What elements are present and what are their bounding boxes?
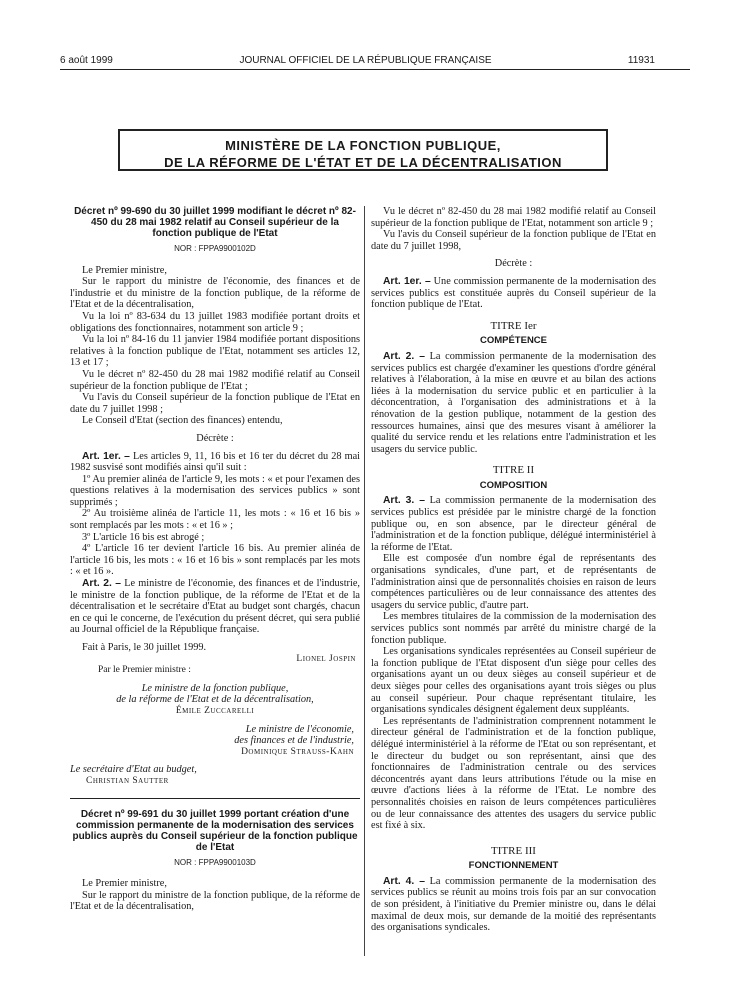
paragraph: Vu le décret nº 82-450 du 28 mai 1982 modifié relatif au Conseil supérieur de la fonction publique de l'Etat, notamment son article 9 ; xyxy=(371,206,656,229)
minister-eco-title-2: des finances et de l'industrie, xyxy=(234,735,354,747)
article-label: Art. 4. – xyxy=(383,875,425,887)
list-item: 1º Au premier alinéa de l'article 9, les mots : « et pour l'examen des questions relatives à la modernisation des services publics » sont supprimés ; xyxy=(70,473,360,508)
list-item: 4º L'article 16 ter devient l'article 16 bis. Au premier alinéa de l'article 16 bis, les mots : « 16 et 16 bis » sont remplacés par les mots : « et 16 ». xyxy=(70,543,360,578)
titre-3-subtitle: FONCTIONNEMENT xyxy=(468,860,559,872)
secretary-title: Le secrétaire d'Etat au budget, xyxy=(70,764,197,776)
ministry-line-2: DE LA RÉFORME DE L'ÉTAT ET DE LA DÉCENTRALISATION xyxy=(164,155,562,170)
left-column xyxy=(70,206,360,913)
titre-2: TITRE II xyxy=(492,464,535,477)
article-label: Art. 2. – xyxy=(82,578,122,590)
ministry-line-1: MINISTÈRE DE LA FONCTION PUBLIQUE, xyxy=(225,138,501,153)
decree-2-nor: NOR : FPPA9900103D xyxy=(174,857,256,867)
decree-1-nor: NOR : FPPA9900102D xyxy=(174,244,256,253)
header-date: 6 août 1999 xyxy=(60,55,113,66)
titre-3: TITRE III xyxy=(491,844,536,857)
decrete-label: Décrète : xyxy=(494,258,533,270)
par-le-premier-ministre: Par le Premier ministre : xyxy=(98,665,191,676)
paragraph: Les représentants de l'administration comprennent notamment le directeur général de l'administration et de la fonction publique, délégué interministériel à la réforme de l'Etat ou son représentant, et le directeur du budget ou son représentant, ainsi que des fonctionnaires de l'administration centrale ou des services déconcentrés ayant dans leurs attributions l'étude ou la mise en œuvre d'actions liées à la réforme de l'Etat. Le nombre des personnalités choisies en raison de leurs compétences particulières ou de leur connaissance des attentes des usagers du service public est fixé à six. xyxy=(371,715,656,832)
paragraph: Le Premier ministre, xyxy=(82,264,167,276)
minister-fp-title-1: Le ministre de la fonction publique, xyxy=(141,682,289,694)
paragraph: Vu le décret nº 82-450 du 28 mai 1982 modifié relatif au Conseil supérieur de la fonction publique de l'Etat ; xyxy=(70,368,360,392)
article-2: Art. 2. – Le ministre de l'économie, des finances et de l'industrie, le ministre de la fonction publique, de la réforme de l'Etat et de la décentralisation et le secrétaire d'Etat au budget sont chargés, chacun en ce qui le concerne, de l'exécution du présent décret, qui sera publié au Journal officiel de la République française. xyxy=(70,578,360,636)
signature-prime-minister: Lionel Jospin xyxy=(296,653,356,664)
minister-eco-title-1: Le ministre de l'économie, xyxy=(245,723,354,735)
paragraph: Vu l'avis du Conseil supérieur de la fonction publique de l'Etat en date du 7 juillet 1998, xyxy=(371,229,656,252)
paragraph: Elle est composée d'un nombre égal de représentants des organisations syndicales, d'une part, et de représentants de l'administration ainsi que de personnalités choisies en raison de leurs compétences particulières ou de leur connaissance des attentes des usagers du service public, d'autre part. xyxy=(371,553,656,611)
decree-1-title: Décret nº 99-690 du 30 juillet 1999 modifiant le décret nº 82-450 du 28 mai 1982 relatif au Conseil supérieur de la fonction publique de l'Etat xyxy=(74,206,356,239)
titre-2-subtitle: COMPOSITION xyxy=(479,479,548,491)
right-column xyxy=(371,206,656,934)
signature-strauss-kahn: Dominique Strauss-Kahn xyxy=(241,746,354,757)
paragraph: Vu l'avis du Conseil supérieur de la fonction publique de l'Etat en date du 7 juillet 1998 ; xyxy=(70,392,360,415)
article-1: Art. 1er. – Une commission permanente de la modernisation des services publics est constituée auprès du Conseil supérieur de la fonction publique de l'Etat. xyxy=(371,275,657,311)
paragraph: Les membres titulaires de la commission de la modernisation des services publics sont nommés par arrêté du ministre chargé de la fonction publique. xyxy=(371,611,656,646)
titre-1: TITRE Ier xyxy=(490,319,537,332)
ministry-box xyxy=(118,129,608,171)
column-divider xyxy=(364,206,365,956)
paragraph: Vu la loi nº 84-16 du 11 janvier 1984 modifiée portant dispositions relatives à la fonction publique de l'Etat, notamment ses articles 12, 13 et 17 ; xyxy=(70,334,360,369)
paragraph: Sur le rapport du ministre de la fonction publique, de la réforme de l'Etat et de la décentralisation, xyxy=(70,889,360,913)
titre-1-subtitle: COMPÉTENCE xyxy=(479,335,548,347)
list-item: 3º L'article 16 bis est abrogé ; xyxy=(82,531,205,543)
header-page-number: 11931 xyxy=(627,55,655,66)
paragraph: Le Conseil d'Etat (section des finances) entendu, xyxy=(82,415,283,427)
article-label: Art. 1er. – xyxy=(82,450,130,462)
signature-zuccarelli: Émile Zuccarelli xyxy=(175,705,255,716)
paragraph: Sur le rapport du ministre de l'économie, des finances et de l'industrie et du ministre de la fonction publique, de la réforme de l'Etat et de la décentralisation, xyxy=(70,276,360,311)
minister-fp-title-2: de la réforme de l'Etat et de la décentralisation, xyxy=(116,694,314,706)
article-2: Art. 2. – La commission permanente de la modernisation des services publics est chargée d'examiner les questions d'ordre général relatives à l'élaboration, à la mise en œuvre et au bilan des actions liées à la modernisation du service public et en particulier à la déconcentration, à l'organisation des administrations et à la rénovation de la gestion publique, notamment de la gestion des ressources humaines, ainsi que des mesures visant à améliorer la qualité du service rendu et les relations entre l'administration et les usagers du service public. xyxy=(371,350,656,455)
list-item: 2º Au troisième alinéa de l'article 11, les mots : « 16 et 16 bis » sont remplacés par les mots : « et 16 » ; xyxy=(70,508,360,532)
decree-2-title: Décret nº 99-691 du 30 juillet 1999 portant création d'une commission permanente de la modernisation des services publics auprès du Conseil supérieur de la fonction publique de l'Etat xyxy=(72,808,358,853)
paragraph: Le Premier ministre, xyxy=(82,878,167,890)
fait-a-paris: Fait à Paris, le 30 juillet 1999. xyxy=(82,642,207,653)
article-label: Art. 1er. – xyxy=(383,275,431,287)
article-1: Art. 1er. – Les articles 9, 11, 16 bis et 16 ter du décret du 28 mai 1982 susvisé sont modifiés ainsi qu'il suit : xyxy=(70,450,361,474)
article-3: Art. 3. – La commission permanente de la modernisation des services publics est présidée par le ministre chargé de la fonction publique ou, en son absence, par le directeur général de l'administration et de la fonction publique, délégué interministériel à la réforme de l'Etat. xyxy=(371,495,656,553)
decrete-label: Décrète : xyxy=(196,432,234,444)
paragraph: Les organisations syndicales représentées au Conseil supérieur de la fonction publique de l'Etat disposent d'un siège pour celles des organisations ayant un ou deux sièges au conseil supérieur et de deux sièges pour celles des organisations ayant trois sièges ou plus au conseil supérieur. Pour chaque représentant titulaire, les organisations syndicales désignent également deux suppléants. xyxy=(371,646,656,716)
paragraph: Vu la loi nº 83-634 du 13 juillet 1983 modifiée portant droits et obligations des fonctionnaires, notamment son article 9 ; xyxy=(70,310,360,334)
article-label: Art. 3. – xyxy=(383,495,425,507)
decree-separator xyxy=(70,798,360,799)
signature-sautter: Christian Sautter xyxy=(86,775,169,786)
article-4: Art. 4. – La commission permanente de la modernisation des services publics se réunit au moins trois fois par an sur convocation de son président, à l'initiative du Premier ministre ou, dans le délai maximal de deux mois, sur demande de la moitié des représentants des organisations syndicales. xyxy=(371,875,656,934)
header-rule xyxy=(60,69,690,70)
header-journal-title: JOURNAL OFFICIEL DE LA RÉPUBLIQUE FRANÇAISE xyxy=(239,55,492,66)
article-label: Art. 2. – xyxy=(383,350,425,362)
